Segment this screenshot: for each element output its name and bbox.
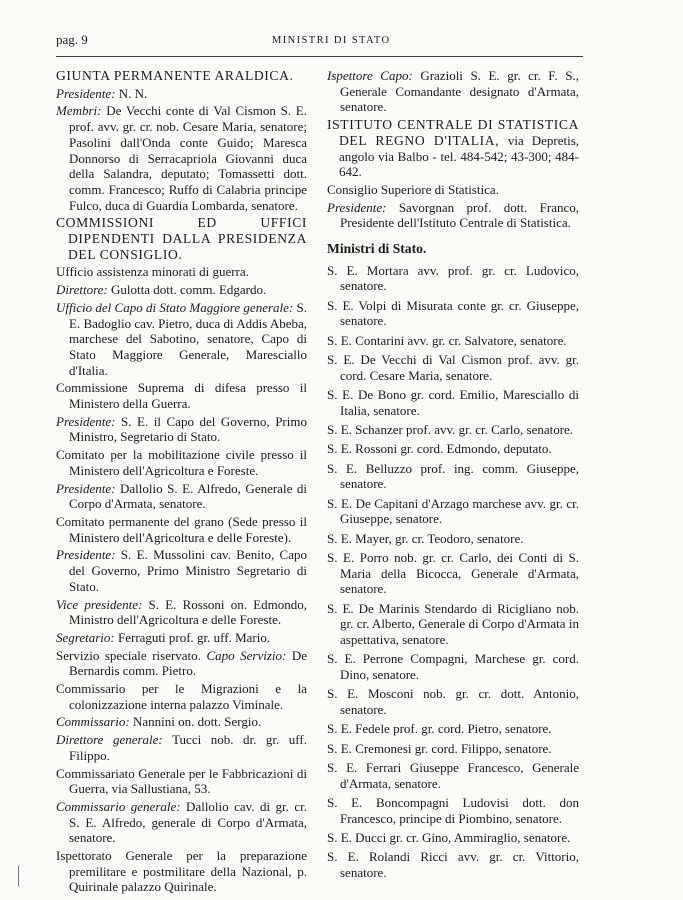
entry-label: Commissario generale: [56,798,181,814]
entry-text: via Depretis, angolo via Balbo - tel. 484-542; 43-300; 484-642. [339,132,580,180]
entry-text: Tucci nob. dr. gr. uff. Filippo. [69,732,307,763]
entry-label: Ispettore Capo: [327,68,413,83]
entry-label: Segretario: [56,629,115,645]
entry-text: COMMISSIONI ED UFFICI DIPENDENTI DALLA PRESIDENZA DEL CONSIGLIO. [56,215,307,262]
entry-text: Dallolio cav. di gr. cr. S. E. Alfredo, generale di Corpo d'Armata, senatore. [69,798,307,846]
list-item [56,630,307,646]
list-item: S. E. Contarini avv. gr. cr. Salvatore, senatore. [327,332,567,348]
entry-label: Vice presidente: [56,596,143,612]
list-item: S. E. Ducci gr. cr. Gino, Ammiraglio, senatore. [327,829,571,845]
entry-label: Presidente: [56,85,116,101]
list-item [56,681,307,712]
entry-label: Direttore generale: [56,732,163,748]
list-item [56,514,307,545]
list-item [56,380,307,411]
margin-mark [18,866,19,886]
list-item: S. E. Ferrari Giuseppe Francesco, Generale d'Armata, senatore. [327,759,579,791]
entry-label: Presidente: [327,199,387,215]
entry-text: GIUNTA PERMANENTE ARALDICA. [56,68,294,83]
right-column [327,68,579,884]
list-item [56,481,307,512]
list-item: S. E. Mortara avv. prof. gr. cr. Ludovico, senatore. [327,262,579,294]
entry-text: Servizio speciale riservato. [56,647,207,663]
list-item: S. E. Mosconi nob. gr. cr. dott. Antonio, senatore. [327,686,579,718]
list-item: S. E. Fedele prof. gr. cord. Pietro, senatore. [327,721,552,737]
entry-text: De Bernardis comm. Pietro. [69,647,307,679]
entry-text: S. E. il Capo del Governo, Primo Ministro, Segretario di Stato. [69,413,307,445]
list-item [327,182,579,198]
entry-text: Comitato per la mobilitazione civile presso il Ministero dell'Agricoltura e Foreste. [56,447,307,478]
entry-text: Comitato permanente del grano (Sede presso il Ministero dell'Agricoltura e delle Foreste). [56,513,307,545]
entry-text: S. E. Rossoni on. Edmondo, Ministro dell'Agricoltura e delle Foreste. [69,596,307,628]
list-item [56,282,307,298]
entry-text: Commissione Suprema di difesa presso il Ministero della Guerra. [56,380,307,412]
list-item [56,264,307,280]
right-column-entries [327,68,579,231]
list-item [56,447,307,478]
entry-text: N. N. [115,85,148,101]
list-item: S. E. De Capitani d'Arzago marchese avv. gr. cr. Giuseppe, senatore. [327,495,579,527]
ministri-section-title: Ministri di Stato. [327,241,427,257]
list-item: S. E. Schanzer prof. avv. gr. cr. Carlo, senatore. [327,422,574,438]
entry-text: S. E. Badoglio cav. Pietro, duca di Addis Abeba, marchese del Sabotino, senatore, Capo di Stato Maggiore Generale, Maresciallo d'Italia. [69,299,308,378]
list-item: S. E. De Vecchi di Val Cismon prof. avv. gr. cord. Cesare Maria, senatore. [327,352,579,383]
entry-label: Presidente: [56,413,116,429]
entry-text: Ispettorato Generale per la preparazione premilitare e postmilitare della Nazional, p. Quirinale palazzo Quirinale. [56,848,307,895]
list-item: S. E. Perrone Compagni, Marchese gr. cord. Dino, senatore. [327,651,579,683]
list-item: S. E. Boncompagni Ludovisi dott. don Francesco, principe di Piombino, senatore. [327,794,579,826]
list-item: S. E. Rossoni gr. cord. Edmondo, deputato. [327,441,552,457]
page-number: pag. 9 [56,32,88,47]
list-item: S. E. De Bono gr. cord. Emilio, Maresciallo di Italia, senatore. [327,387,579,418]
section-heading [56,215,307,262]
list-item [56,766,307,797]
entry-text: Commissariato Generale per le Fabbricazioni di Guerra, via Sallustiana, 53. [56,765,307,797]
list-item [56,648,307,679]
entry-text: De Vecchi conte di Val Cismon S. E. prof. avv. gr. cr. nob. Cesare Maria, senatore; Pasolini dall'Onda conte Guido; Maresca Donnorso di Serracapriola Giovanni duca della Salandra, deputato; Tomassetti dott. comm. Francesco; Ruffo di Calabria principe Fulco, duca di Guardia Lombarda, senatore. [69,103,307,213]
running-title: MINISTRI DI STATO [272,35,391,46]
list-item [56,300,307,379]
list-item: S. E. Cremonesi gr. cord. Filippo, senatore. [327,740,552,756]
list-item: S. E. Belluzzo prof. ing. comm. Giuseppe, senatore. [327,460,579,492]
list-item [56,597,307,628]
section-heading [56,68,307,84]
list-item [56,86,307,102]
list-item [56,103,307,213]
entry-label: Presidente: [56,547,116,563]
entry-text: Ufficio assistenza minorati di guerra. [56,264,249,280]
entry-label: Capo Servizio: [206,647,287,663]
list-item [56,732,307,763]
entry-text: Dallolio S. E. Alfredo, Generale di Corpo d'Armata, senatore. [69,480,307,512]
entry-label: Presidente: [56,480,116,496]
list-item [56,547,307,594]
list-item [327,68,579,115]
list-item: S. E. Porro nob. gr. cr. Carlo, dei Conti di S. Maria della Bicocca, Generale d'Armata, senatore. [327,549,579,597]
entry-text: Savorgnan prof. dott. Franco, Presidente dell'Istituto Centrale di Statistica. [340,199,579,231]
page-header [56,30,583,57]
entry-text: Gulotta dott. comm. Edgardo. [107,282,267,298]
entry-label: Membri: [56,103,102,119]
list-item: S. E. Volpi di Misurata conte gr. cr. Giuseppe, senatore. [327,297,579,329]
entry-label: Commissario: [56,714,130,730]
entry-text: S. E. Mussolini cav. Benito, Capo del Governo, Primo Ministro Segretario di Stato. [69,547,307,594]
list-item [56,799,307,846]
entry-label: Ufficio del Capo di Stato Maggiore generale: [56,299,294,315]
list-item [327,200,579,231]
list-item: S. E. Mayer, gr. cr. Teodoro, senatore. [327,530,524,546]
ministri-list [327,263,579,881]
entry-text: Ferraguti prof. gr. uff. Mario. [114,629,271,645]
entry-text: Nannini on. dott. Sergio. [129,714,262,730]
list-item [56,714,307,730]
entry-text: ISTITUTO CENTRALE DI STATISTICA DEL REGNO D'ITALIA, [327,117,579,148]
entry-label: Direttore: [56,282,108,298]
list-item [56,414,307,445]
list-item: S. E. Rolandi Ricci avv. gr. cr. Vittorio, senatore. [327,849,579,880]
left-column [56,68,307,897]
entry-text: Commissario per le Migrazioni e la colonizzazione interna palazzo Viminale. [56,681,307,712]
section-heading [327,117,579,180]
list-item: S. E. De Marinis Stendardo di Ricigliano nob. gr. cr. Alberto, Generale di Corpo d'Armata in aspettativa, senatore. [327,600,579,648]
entry-text: Consiglio Superiore di Statistica. [327,181,499,197]
list-item [56,848,307,895]
entry-text: Grazioli S. E. gr. cr. F. S., Generale Comandante designato d'Armata, senatore. [340,68,579,115]
